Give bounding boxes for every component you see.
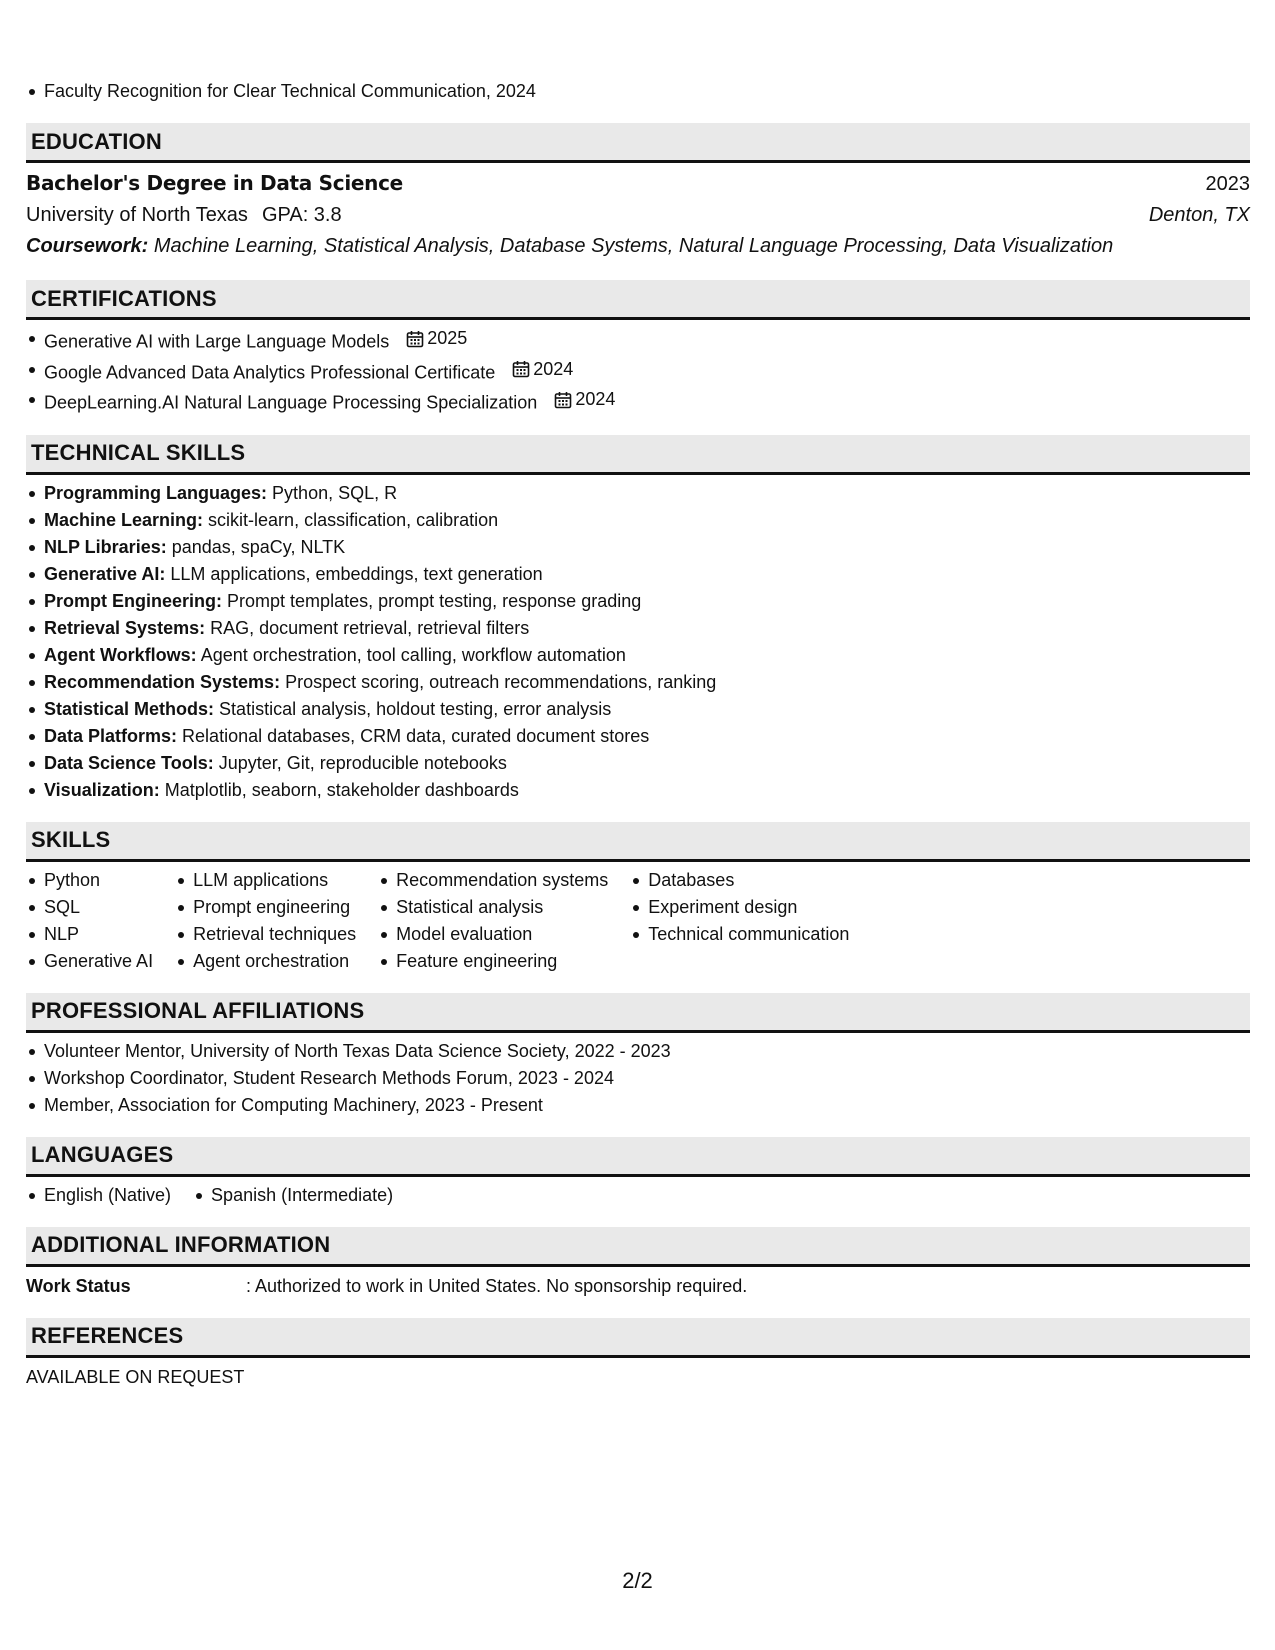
list-item: LLM applications — [175, 867, 356, 894]
skill-category: Retrieval Systems: — [44, 617, 206, 638]
skill-values: RAG, document retrieval, retrieval filters — [210, 617, 530, 638]
skills-column — [378, 867, 608, 975]
affiliations-section — [26, 993, 1250, 1119]
coursework-list: Machine Learning, Statistical Analysis, Database Systems, Natural Language Processing, Data Visualization — [153, 235, 1114, 257]
certifications-list — [26, 325, 1250, 417]
list-item — [26, 507, 1250, 534]
list-item: Retrieval techniques — [175, 921, 356, 948]
certification-year: 2025 — [427, 328, 468, 348]
certification-name: DeepLearning.AI Natural Language Processing Specialization — [44, 392, 538, 413]
additional-info-section — [26, 1227, 1250, 1300]
section-heading: TECHNICAL SKILLS — [26, 435, 1250, 475]
skills-columns — [26, 862, 1250, 975]
list-item — [26, 669, 1250, 696]
skill-values: Python, SQL, R — [272, 482, 398, 503]
technical-skills-section — [26, 435, 1250, 804]
list-item: Faculty Recognition for Clear Technical Communication, 2024 — [26, 78, 1250, 105]
education-section — [26, 123, 1250, 262]
skills-section — [26, 822, 1250, 975]
list-item: NLP — [26, 921, 153, 948]
skill-values: LLM applications, embeddings, text generation — [170, 563, 543, 584]
section-heading: REFERENCES — [26, 1318, 1250, 1358]
skill-category: Data Science Tools: — [44, 752, 214, 773]
coursework-label: Coursework: — [26, 235, 149, 257]
list-item: Databases — [630, 867, 849, 894]
languages-list — [26, 1182, 1250, 1209]
list-item — [26, 615, 1250, 642]
list-item: Generative AI — [26, 948, 153, 975]
list-item: SQL — [26, 894, 153, 921]
certification-name: Google Advanced Data Analytics Professional Certificate — [44, 362, 496, 382]
skill-values: Prompt templates, prompt testing, response grading — [227, 590, 642, 611]
section-heading: CERTIFICATIONS — [26, 280, 1250, 320]
list-item: Model evaluation — [378, 921, 608, 948]
section-heading: EDUCATION — [26, 123, 1250, 163]
list-item — [26, 750, 1250, 777]
skill-category: NLP Libraries: — [44, 536, 167, 557]
skill-category: Data Platforms: — [44, 725, 178, 746]
skill-values: Matplotlib, seaborn, stakeholder dashboards — [164, 779, 519, 800]
coursework — [26, 231, 1250, 262]
certifications-section — [26, 280, 1250, 417]
skill-category: Recommendation Systems: — [44, 671, 281, 692]
work-status-label: Work Status — [26, 1275, 131, 1296]
list-item — [26, 588, 1250, 615]
list-item — [26, 777, 1250, 804]
work-status-row — [26, 1272, 1250, 1300]
skill-category: Visualization: — [44, 779, 160, 800]
references-section — [26, 1318, 1250, 1391]
school-name: University of North Texas — [26, 204, 248, 226]
list-item — [26, 356, 1250, 387]
list-item: Volunteer Mentor, University of North Texas Data Science Society, 2022 - 2023 — [26, 1038, 1250, 1065]
skill-category: Statistical Methods: — [44, 698, 215, 719]
list-item: Statistical analysis — [378, 894, 608, 921]
list-item: Python — [26, 867, 153, 894]
affiliations-list — [26, 1038, 1250, 1119]
skills-column — [630, 867, 849, 975]
skill-values: Agent orchestration, tool calling, workflow automation — [200, 644, 626, 665]
resume-content — [26, 78, 1250, 1391]
skill-category: Programming Languages: — [44, 482, 268, 503]
awards-list — [26, 78, 1250, 105]
section-heading: LANGUAGES — [26, 1137, 1250, 1177]
skill-category: Machine Learning: — [44, 509, 204, 530]
gpa: GPA: 3.8 — [261, 204, 342, 226]
certification-year: 2024 — [533, 358, 574, 379]
list-item: Member, Association for Computing Machinery, 2023 - Present — [26, 1092, 1250, 1119]
list-item: English (Native) — [26, 1182, 171, 1209]
skill-values: pandas, spaCy, NLTK — [171, 536, 346, 557]
list-item: Recommendation systems — [378, 867, 608, 894]
list-item: Agent orchestration — [175, 948, 356, 975]
work-status-value: : Authorized to work in United States. No sponsorship required. — [246, 1275, 748, 1296]
skill-values: scikit-learn, classification, calibration — [208, 509, 499, 530]
list-item: Spanish (Intermediate) — [193, 1182, 393, 1209]
skill-values: Jupyter, Git, reproducible notebooks — [218, 752, 507, 773]
list-item: Feature engineering — [378, 948, 608, 975]
skills-column — [26, 867, 153, 975]
list-item — [26, 480, 1250, 507]
list-item: Experiment design — [630, 894, 849, 921]
list-item: Prompt engineering — [175, 894, 356, 921]
graduation-year: 2023 — [1205, 173, 1250, 195]
school-line — [26, 200, 342, 231]
page-number: 2/2 — [622, 1568, 653, 1593]
skill-category: Agent Workflows: — [44, 644, 197, 665]
section-heading: SKILLS — [26, 822, 1250, 862]
school-location: Denton, TX — [1148, 204, 1250, 226]
list-item — [26, 723, 1250, 750]
list-item — [26, 561, 1250, 588]
certification-year: 2024 — [575, 389, 616, 409]
skill-category: Generative AI: — [44, 563, 166, 584]
list-item — [26, 696, 1250, 723]
list-item — [26, 325, 1250, 356]
certification-name: Generative AI with Large Language Models — [44, 331, 390, 352]
list-item — [26, 642, 1250, 669]
references-text: AVAILABLE ON REQUEST — [26, 1366, 245, 1387]
calendar-icon — [406, 330, 424, 348]
skill-values: Relational databases, CRM data, curated document stores — [182, 725, 650, 746]
list-item — [26, 386, 1250, 417]
skill-values: Prospect scoring, outreach recommendations, ranking — [285, 671, 717, 692]
calendar-icon — [554, 391, 572, 409]
languages-section — [26, 1137, 1250, 1209]
degree-title: Bachelor's Degree in Data Science — [26, 171, 403, 195]
skill-values: Statistical analysis, holdout testing, error analysis — [219, 698, 612, 719]
list-item: Workshop Coordinator, Student Research Methods Forum, 2023 - 2024 — [26, 1065, 1250, 1092]
skills-column — [175, 867, 356, 975]
skill-category: Prompt Engineering: — [44, 590, 223, 611]
technical-skills-list — [26, 480, 1250, 804]
calendar-icon — [512, 360, 530, 378]
section-heading: PROFESSIONAL AFFILIATIONS — [26, 993, 1250, 1033]
list-item: Technical communication — [630, 921, 849, 948]
section-heading: ADDITIONAL INFORMATION — [26, 1227, 1250, 1267]
list-item — [26, 534, 1250, 561]
